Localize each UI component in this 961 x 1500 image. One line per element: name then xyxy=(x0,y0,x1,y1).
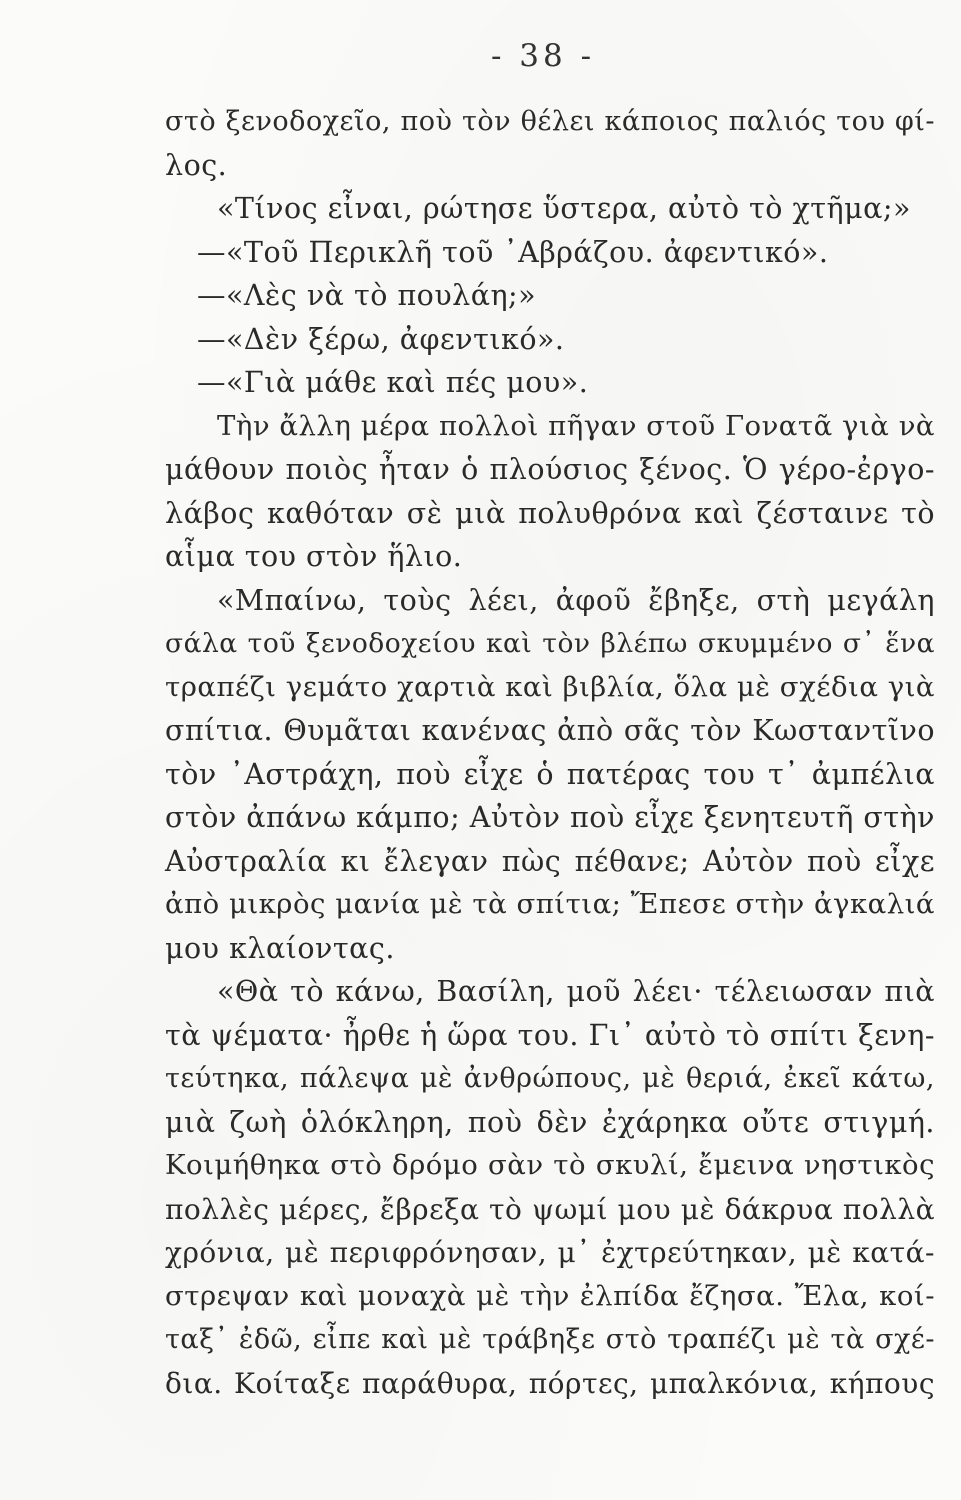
text-line: τὰ ψέματα· ἦρθε ἡ ὥρα του. Γι᾿ αὐτὸ τὸ σπίτι ξενη- xyxy=(165,1018,935,1052)
text-line: αἷμα του στὸν ἥλιο. xyxy=(165,540,463,573)
text-line: ἀπὸ μικρὸς μανία μὲ τὰ σπίτια; Ἔπεσε στὴν ἀγκαλιά xyxy=(165,888,935,920)
text-line: τεύτηκα, πάλεψα μὲ ἀνθρώπους, μὲ θεριά, ἐκεῖ κάτω, xyxy=(165,1063,935,1094)
text-line: πολλὲς μέρες, ἔβρεξα τὸ ψωμί μου μὲ δάκρυα πολλὰ xyxy=(165,1192,935,1226)
text-line: τὸν ᾿Αστράχη, ποὺ εἶχε ὁ πατέρας του τ᾿ ἀμπέλια xyxy=(165,757,935,791)
text-line: δια. Κοίταξε παράθυρα, πόρτες, μπαλκόνια, κήπους xyxy=(165,1366,935,1400)
text-line: «Τίνος εἶναι, ρώτησε ὕστερα, αὐτὸ τὸ χτῆμα;» xyxy=(217,192,911,225)
text-line: στὸ ξενοδοχεῖο, ποὺ τὸν θέλει κάποιος παλιός του φί- xyxy=(165,106,935,137)
text-line: λάβος καθόταν σὲ μιὰ πολυθρόνα καὶ ζέσταινε τὸ xyxy=(165,496,935,530)
text-line: —«Δὲν ξέρω, ἀφεντικό». xyxy=(197,322,565,356)
text-line: —«Τοῦ Περικλῆ τοῦ ᾿Αβράζου. ἀφεντικό». xyxy=(197,235,829,269)
text-line: στρεψαν καὶ μοναχὰ μὲ τὴν ἐλπίδα ἔζησα. Ἔλα, κοί- xyxy=(165,1279,935,1312)
text-line: λος. xyxy=(165,148,228,182)
body-text xyxy=(165,100,935,1405)
text-line: ταξ᾿ ἐδῶ, εἶπε καὶ μὲ τράβηξε στὸ τραπέζι μὲ τὰ σχέ- xyxy=(165,1324,935,1355)
page-number: - 38 - xyxy=(490,38,596,74)
text-line: —«Λὲς νὰ τὸ πουλάη;» xyxy=(197,279,537,312)
text-line: σπίτια. Θυμᾶται κανένας ἀπὸ σᾶς τὸν Κωσταντῖνο xyxy=(165,714,935,747)
text-line: μου κλαίοντας. xyxy=(165,931,395,965)
text-line: Τὴν ἄλλη μέρα πολλοὶ πῆγαν στοῦ Γονατᾶ γιὰ νὰ xyxy=(217,409,935,442)
text-line: μάθουν ποιὸς ἦταν ὁ πλούσιος ξένος. Ὁ γέρο-ἐργο- xyxy=(165,453,935,486)
text-line: χρόνια, μὲ περιφρόνησαν, μ᾿ ἐχτρεύτηκαν, μὲ κατά- xyxy=(165,1236,935,1269)
text-line: Αὐστραλία κι ἔλεγαν πὼς πέθανε; Αὐτὸν ποὺ εἶχε xyxy=(165,844,935,878)
text-line: «Θὰ τὸ κάνω, Βασίλη, μοῦ λέει· τέλειωσαν πιὰ xyxy=(217,975,935,1008)
text-line: τραπέζι γεμάτο χαρτιὰ καὶ βιβλία, ὅλα μὲ σχέδια γιὰ xyxy=(165,670,935,703)
text-line: μιὰ ζωὴ ὁλόκληρη, ποὺ δὲν ἐχάρηκα οὔτε στιγμή. xyxy=(165,1105,935,1139)
text-line: —«Γιὰ μάθε καὶ πές μου». xyxy=(197,366,589,399)
text-line: στὸν ἀπάνω κάμπο; Αὐτὸν ποὺ εἶχε ξενητευτῆ στὴν xyxy=(165,801,936,834)
text-line: Κοιμήθηκα στὸ δρόμο σὰν τὸ σκυλί, ἔμεινα νηστικὸς xyxy=(165,1149,935,1181)
text-line: «Μπαίνω, τοὺς λέει, ἀφοῦ ἔβηξε, στὴ μεγάλη xyxy=(217,583,935,617)
text-line: σάλα τοῦ ξενοδοχείου καὶ τὸν βλέπω σκυμμένο σ᾿ ἕνα xyxy=(165,628,935,659)
